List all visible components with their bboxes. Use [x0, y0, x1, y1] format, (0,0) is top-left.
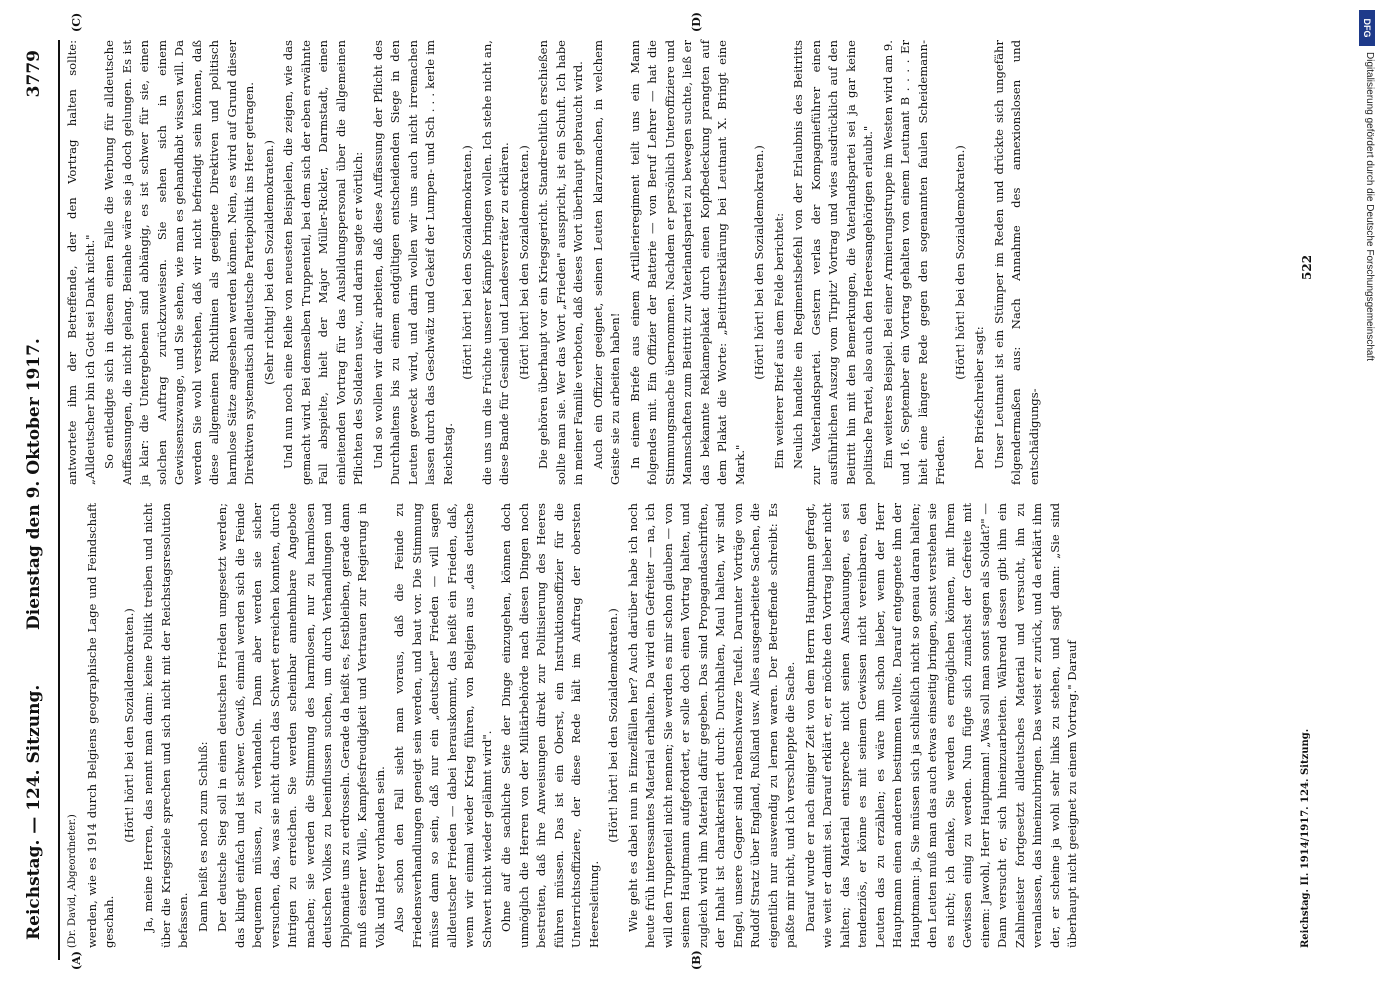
- margin-marker-d: (D): [690, 12, 703, 32]
- header-left: Reichstag. — 124. Sitzung.: [24, 684, 44, 940]
- page-header: [18, 40, 60, 960]
- interjection: (Sehr richtig! bei den Sozialdemokraten.): [261, 140, 276, 385]
- paragraph: So entledigte sich in diesem einen Falle die Werbung für alldeutsche Auffassungen, die nicht gelang. Beinahe wäre sie ja doch gelungen. Es ist ja klar: die Untergebenen sind abhängig, es ist schwer für sie, einen solchen Auftrag zurückzuweisen. Sie sehen sich in einem Gewissenszwange, und Sie sehen, wie man es gehandhabt wissen will. Da werden Sie wohl verstehen, daß wir nicht befriedigt sein können, daß diese allgemeinen Richtlinien als geeignete Direktiven und politisch harmlose Sätze angesehen werden können. Nein, es wird auf Grund dieser Direktiven systematisch alldeutsche Parteipolitik ins Heer getragen.: [102, 40, 256, 485]
- paragraph: Darauf wurde er nach einiger Zeit von dem Herrn Hauptmann gefragt, wie weit er damit sei. Darauf erklärt er, er möchte den Vortrag lieber nicht halten; das Material entspreche nicht seinen Anschauungen, es sei tendenziös, er könne es mit seinem Gewissen nicht vereinbaren, den Leuten das zu erzählen; es wäre ihm schon lieber, wenn der Herr Hauptmann einen anderen bestimmen wollte. Darauf entgegnete ihm der Hauptmann: ja, Sie müssen sich ja schließlich nicht so genau daran halten; den Leuten muß man das auch etwas einseitig bringen, sonst verstehen sie es nicht; ich denke, Sie werden es ermöglichen können, mit Ihrem Gewissen einig zu werden. Nun fügte sich zunächst der Gefreite mit einem: Jawohl, Herr Hauptmann! „Was soll man sonst sagen als Soldat?" — Dann versucht er, sich hineinzuarbeiten. Während dessen gibt ihm ein Zahlmeister fortgesetzt alldeutsches Material und versucht, ihn zu veranlassen, das hineinzubringen. Das weist er zurück, und da erklärt ihm der, er scheine ja wohl sehr links zu stehen, und sagt dann: „Sie sind überhaupt nicht geeignet zu einem Vortrag." Darauf: [802, 503, 1079, 948]
- paragraph: Auch ein Offizier geeignet, seinen Leuten klarzumachen, in welchem Geiste sie zu arbeiten haben!: [590, 40, 622, 485]
- quote-paragraph: Neulich handelte ein Regimentsbefehl von der Erlaubnis des Beitritts zur Vaterlandspartei. Gestern verlas der Kompagnieführer einen ausführlichen Auszug vom Tirpitz' Vortrag und wies ausdrücklich auf den Beitritt hin mit den Bemerkungen, die Vaterlandspartei sei ja gar keine politische Partei, also auch den Heeresangehörigen erlaubt.": [791, 40, 875, 485]
- speaker-line: (Dr. David, Abgeordneter.): [67, 814, 78, 948]
- margin-marker-b: (B): [690, 950, 703, 970]
- interjection: (Hört! hört! bei den Sozialdemokraten.): [752, 145, 766, 380]
- page-footer: Reichstag. II. 1914/1917. 124. Sitzung.: [1300, 728, 1311, 948]
- quote-paragraph: Unser Leutnant ist ein Stümper im Reden und drückte sich ungefähr folgendermaßen aus: Nach Annahme des annexionslosen und entschädigungs-: [991, 40, 1041, 485]
- paragraph: Ohne auf die sachliche Seite der Dinge einzugehen, können doch unmöglich die Herren von der Militärbehörde nach diesen Dingen noch bestreiten, daß ihre Anweisungen direkt zur Politisierung des Heeres führen müssen. Das ist ein Oberst, ein Instruktionsoffizier für die Unterrichtsoffiziere, der diese Rede hält im Auftrag der obersten Heeresleitung.: [499, 503, 601, 948]
- paragraph: In einem Briefe aus einem Artillerieregiment teilt uns ein Mann folgendes mit. Ein Offizier der Batterie — von Beruf Lehrer — hat die Stimmungsmache übernommen. Nachdem er persönlich Unteroffiziere und Mannschaften zum Beitritt zur Vaterlandspartei zu bewegen suchte, ließ er das bekannte Reklameplakat durch einen Kopfbedeckung prangten auf dem Plakat die Worte: „Beitrittserklärung bei Leutnant X. Bringt eine Mark.": [627, 40, 747, 485]
- quote-paragraph: Und so wollen wir dafür arbeiten, daß diese Auffassung der Pflicht des Durchhaltens bis zu einem endgültigen entscheidenden Siege in den Leuten geweckt wird, und darin wollen wir uns auch nicht irremachen lassen durch das Geschwätz und Gekeif der Lumpen- und Sch . . . kerle im Reichstag.: [370, 40, 455, 485]
- header-date: Dienstag den 9. Oktober 1917.: [24, 338, 44, 630]
- margin-marker-a: (A): [70, 951, 83, 970]
- interjection: (Hört! hört! bei den Sozialdemokraten.): [121, 608, 136, 843]
- right-column: [64, 40, 1045, 485]
- paragraph: Ein weiteres Beispiel. Bei einer Armierungstruppe im Westen wird am 9. und 16. September ein Vortrag gehalten von einem Leutnant B . . . . Er hielt eine längere Rede gegen den sogenannten faulen Scheidemann-Frieden.: [880, 40, 947, 485]
- sheet-number: 522: [1300, 254, 1314, 280]
- dfg-logo: DFG: [1359, 10, 1375, 46]
- paragraph: Der Briefschreiber sagt:: [972, 326, 986, 469]
- left-column: [64, 503, 1084, 948]
- paragraph: Dann heißt es noch zum Schluß:: [195, 741, 210, 932]
- paragraph: werden, wie es 1914 durch Belgiens geographische Lage und Feindschaft geschah.: [84, 503, 116, 948]
- paragraph: Also schon den Fall sieht man voraus, daß die Feinde zu Friedensverhandlungen geneigt sein werden, und baut vor. Die Stimmung müsse dann so sein, daß nur ein „deutscher" Frieden — will sagen alldeutscher Frieden — dabei herauskommt, das heißt ein Frieden, daß, wenn wir einmal wieder Krieg führen, von Belgien aus „das deutsche Schwert nicht wieder gelähmt wird".: [392, 503, 494, 948]
- interjection: (Hört! hört! bei den Sozialdemokraten.): [516, 145, 531, 380]
- paragraph: Und nun noch eine Reihe von neuesten Beispielen, die zeigen, wie das gemacht wird. Bei demselben Truppenteil, bei dem sich der eben erwähnte Fall abspielte, hielt der Major Müller-Rickler, Darmstadt, einen einleitenden Vortrag für das Ausbildungspersonal über die allgemeinen Pflichten des Soldaten usw., und darin sagte er wörtlich:: [281, 40, 365, 485]
- header-page-number: 3779: [24, 50, 44, 98]
- quote-paragraph: Die gehören überhaupt vor ein Kriegsgericht. Standrechtlich erschießen sollte man sie. Wer das Wort „Frieden" ausspricht, ist ein Schuft. Ich habe in meiner Familie verboten, daß dieses Wort überhaupt gebraucht wird.: [536, 40, 585, 485]
- paragraph: antwortete ihm der Betreffende, der den Vortrag halten sollte: „Alldeutscher bin ich Gott sei Dank nicht.": [65, 40, 97, 485]
- interjection: (Hört! hört! bei den Sozialdemokraten.): [952, 145, 967, 380]
- interjection: (Hört! hört! bei den Sozialdemokraten.): [460, 145, 474, 380]
- interjection: (Hört! hört! bei den Sozialdemokraten.): [606, 608, 620, 843]
- paragraph: Wie geht es dabei nun in Einzelfällen her? Auch darüber habe ich noch heute früh interessantes Material erhalten. Da wird ein Gefreiter — na, ich will den Truppenteil nicht nennen; Sie werden es mir schon glauben — von seinem Hauptmann aufgefordert, er solle doch einen Vortrag halten, und zugleich wird ihm Material dafür gegeben. Das sind Propagandaschriften, der Inhalt ist charakterisiert durch: Durchhalten, Maul halten, wir sind Engel, unsere Gegner sind rabenschwarze Teufel. Darunter Vorträge von Rudolf Stratz über England, Rußland usw. Alles ausgearbeitete Sachen, die eigentlich nur auswendig zu lernen waren. Der Betreffende schreibt: Es paßte mir nicht, und ich verschleppte die Sache.: [625, 503, 797, 948]
- quote-paragraph: Der deutsche Sieg soll in einen deutschen Frieden umgesetzt werden; das klingt einfach und ist schwer. Gewiß, einmal werden sich die Feinde bequemen müssen, zu verhandeln. Dann aber werden sie sicher versuchen, das, was sie nicht durch das Schwert erreichen konnten, durch Intrigen zu erreichen. Sie werden scheinbar annehmbare Angebote machen; sie werden die Stimmung des harmlosen, nur zu harmlosen deutschen Volkes zu beeinflussen suchen, um durch Verhandlungen und Diplomatie uns zu erdrosseln. Gerade da heißt es, festbleiben, gerade dann muß eiserner Wille, Kampfesfreudigkeit und Vertrauen zur Regierung in Volk und Heer vorhanden sein.: [215, 503, 387, 948]
- digitization-credit: [1357, 4, 1377, 994]
- paragraph: Ein weiterer Brief aus dem Felde berichtet:: [771, 212, 786, 469]
- quote-paragraph: die uns um die Früchte unserer Kämpfe bringen wollen. Ich stehe nicht an, diese Bande für Gesindel und Landesverräter zu erklären.: [479, 40, 511, 485]
- paragraph: Ja, meine Herren, das nennt man dann: keine Politik treiben und nicht über die Kriegsziele sprechen und sich nicht mit der Reichstagsresolution befassen.: [141, 503, 190, 948]
- credit-text: Digitalisierung gefördert durch die Deutsche Forschungsgemeinschaft: [1364, 52, 1375, 362]
- margin-marker-c: (C): [70, 12, 83, 32]
